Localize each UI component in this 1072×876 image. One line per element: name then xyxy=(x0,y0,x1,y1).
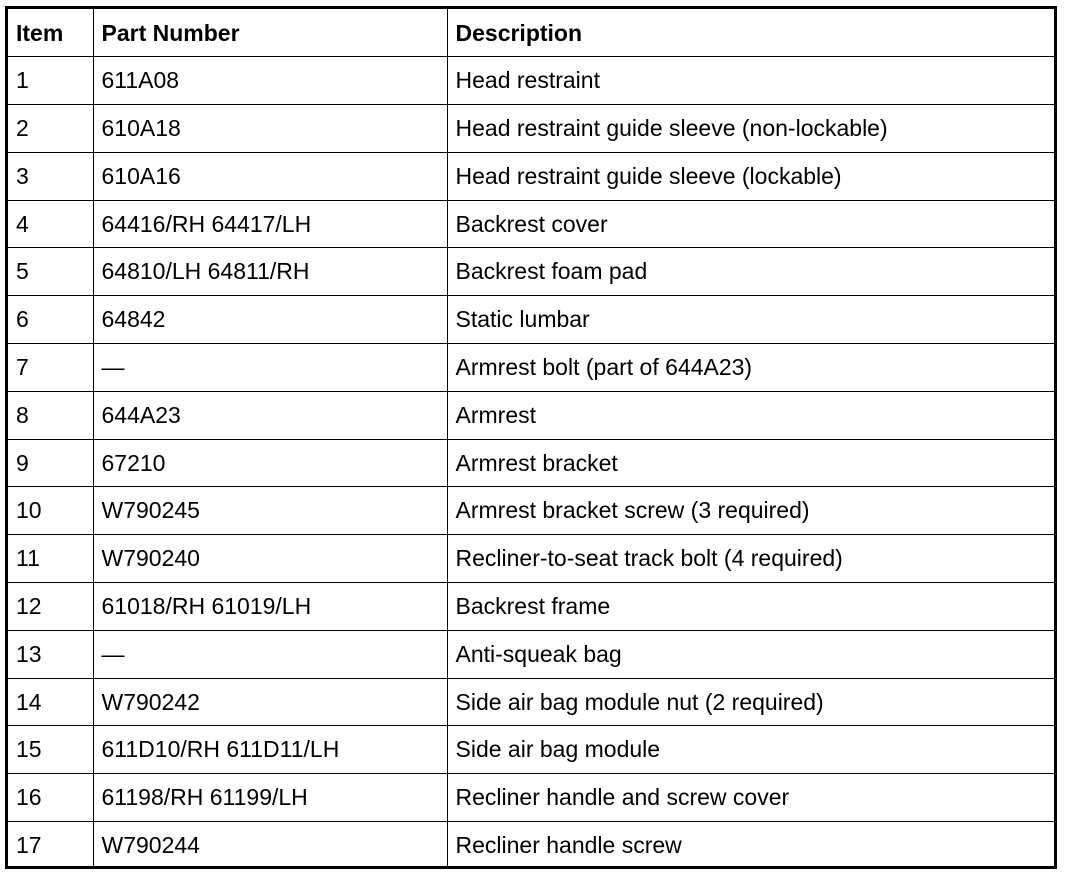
table-body xyxy=(8,57,1054,869)
cell-part-number: 610A16 xyxy=(93,152,447,200)
table-row xyxy=(8,391,1054,439)
cell-part-number: — xyxy=(93,630,447,678)
table-row xyxy=(8,535,1054,583)
cell-description: Armrest bracket xyxy=(447,439,1054,487)
cell-description: Backrest frame xyxy=(447,583,1054,631)
cell-description: Armrest bolt (part of 644A23) xyxy=(447,344,1054,392)
header-item: Item xyxy=(8,9,93,57)
cell-description: Side air bag module nut (2 required) xyxy=(447,678,1054,726)
cell-item: 4 xyxy=(8,200,93,248)
cell-item: 8 xyxy=(8,391,93,439)
table-row xyxy=(8,487,1054,535)
table-row xyxy=(8,105,1054,153)
cell-item: 2 xyxy=(8,105,93,153)
cell-item: 17 xyxy=(8,822,93,869)
cell-part-number: 64842 xyxy=(93,296,447,344)
cell-part-number: 610A18 xyxy=(93,105,447,153)
cell-description: Backrest cover xyxy=(447,200,1054,248)
cell-description: Armrest bracket screw (3 required) xyxy=(447,487,1054,535)
cell-description: Recliner handle screw xyxy=(447,822,1054,869)
table-row xyxy=(8,822,1054,869)
cell-part-number: W790244 xyxy=(93,822,447,869)
cell-part-number: W790245 xyxy=(93,487,447,535)
cell-description: Head restraint guide sleeve (non-lockable) xyxy=(447,105,1054,153)
cell-part-number: 644A23 xyxy=(93,391,447,439)
table-row xyxy=(8,248,1054,296)
table-header-row xyxy=(8,9,1054,57)
header-part-number: Part Number xyxy=(93,9,447,57)
cell-item: 3 xyxy=(8,152,93,200)
cell-part-number: 64810/LH 64811/RH xyxy=(93,248,447,296)
cell-part-number: W790240 xyxy=(93,535,447,583)
cell-item: 9 xyxy=(8,439,93,487)
table-row xyxy=(8,296,1054,344)
cell-part-number: 67210 xyxy=(93,439,447,487)
cell-description: Side air bag module xyxy=(447,726,1054,774)
cell-item: 14 xyxy=(8,678,93,726)
table-row xyxy=(8,726,1054,774)
cell-item: 13 xyxy=(8,630,93,678)
cell-item: 5 xyxy=(8,248,93,296)
cell-description: Anti-squeak bag xyxy=(447,630,1054,678)
cell-item: 16 xyxy=(8,774,93,822)
cell-description: Backrest foam pad xyxy=(447,248,1054,296)
cell-item: 1 xyxy=(8,57,93,105)
cell-item: 6 xyxy=(8,296,93,344)
cell-part-number: W790242 xyxy=(93,678,447,726)
cell-description: Recliner handle and screw cover xyxy=(447,774,1054,822)
cell-item: 15 xyxy=(8,726,93,774)
table-row xyxy=(8,152,1054,200)
table-row xyxy=(8,439,1054,487)
cell-item: 11 xyxy=(8,535,93,583)
cell-description: Recliner-to-seat track bolt (4 required) xyxy=(447,535,1054,583)
header-description: Description xyxy=(447,9,1054,57)
table-row xyxy=(8,200,1054,248)
table-row xyxy=(8,630,1054,678)
table-row xyxy=(8,344,1054,392)
cell-item: 10 xyxy=(8,487,93,535)
cell-part-number: 64416/RH 64417/LH xyxy=(93,200,447,248)
cell-item: 12 xyxy=(8,583,93,631)
cell-description: Armrest xyxy=(447,391,1054,439)
cell-part-number: 61018/RH 61019/LH xyxy=(93,583,447,631)
cell-part-number: 61198/RH 61199/LH xyxy=(93,774,447,822)
cell-part-number: — xyxy=(93,344,447,392)
cell-part-number: 611D10/RH 611D11/LH xyxy=(93,726,447,774)
cell-item: 7 xyxy=(8,344,93,392)
table-row xyxy=(8,774,1054,822)
cell-part-number: 611A08 xyxy=(93,57,447,105)
table-row xyxy=(8,678,1054,726)
table-row xyxy=(8,57,1054,105)
parts-table xyxy=(8,9,1054,869)
cell-description: Head restraint guide sleeve (lockable) xyxy=(447,152,1054,200)
cell-description: Static lumbar xyxy=(447,296,1054,344)
table-row xyxy=(8,583,1054,631)
parts-table-frame xyxy=(5,6,1057,869)
cell-description: Head restraint xyxy=(447,57,1054,105)
